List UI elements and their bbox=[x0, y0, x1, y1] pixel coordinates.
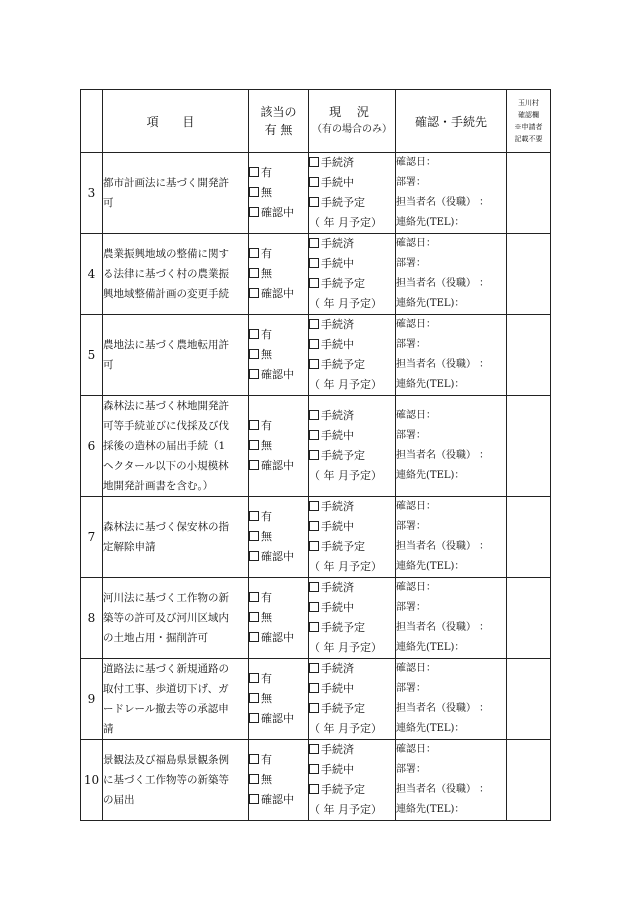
village-check-cell[interactable] bbox=[507, 497, 551, 578]
contact-dept-field[interactable]: 部署： bbox=[396, 602, 426, 613]
contact-fields bbox=[396, 234, 507, 315]
header-exist-line1: 該当の bbox=[260, 105, 297, 119]
status-options bbox=[309, 396, 396, 497]
contact-date-field[interactable]: 確認日： bbox=[396, 157, 436, 168]
status-options bbox=[309, 740, 396, 821]
exist-no-label: 無 bbox=[261, 611, 272, 624]
checkbox-icon[interactable] bbox=[249, 167, 259, 177]
contact-dept-field[interactable]: 部署： bbox=[396, 764, 426, 775]
exist-no-label: 無 bbox=[261, 348, 272, 361]
checkbox-icon[interactable] bbox=[249, 207, 259, 217]
checkbox-icon[interactable] bbox=[309, 622, 319, 632]
status-in-progress-option[interactable] bbox=[309, 679, 395, 699]
exist-yes-label: 有 bbox=[261, 591, 272, 604]
table-row bbox=[81, 659, 551, 740]
status-in-progress-label: 手続中 bbox=[321, 429, 354, 442]
status-in-progress-option[interactable] bbox=[309, 173, 395, 193]
checkbox-icon[interactable] bbox=[249, 632, 259, 642]
exist-yes-option[interactable] bbox=[249, 669, 308, 689]
status-date-field[interactable]: （ 年 月予定） bbox=[309, 722, 382, 735]
checkbox-icon[interactable] bbox=[249, 187, 259, 197]
exist-checking-option[interactable] bbox=[249, 709, 308, 729]
contact-person-field[interactable]: 担当者名（役職） ： bbox=[396, 359, 490, 370]
exist-yes-option[interactable] bbox=[249, 163, 308, 183]
exist-yes-label: 有 bbox=[261, 753, 272, 766]
checkbox-icon[interactable] bbox=[249, 612, 259, 622]
exist-checking-label: 確認中 bbox=[261, 712, 294, 725]
status-options bbox=[309, 153, 396, 234]
status-in-progress-option[interactable] bbox=[309, 426, 395, 446]
contact-fields bbox=[396, 497, 507, 578]
status-options bbox=[309, 497, 396, 578]
status-done-option[interactable] bbox=[309, 234, 395, 254]
contact-date-field[interactable]: 確認日： bbox=[396, 319, 436, 330]
exist-no-option[interactable] bbox=[249, 608, 308, 628]
header-status-line1: 現 況 bbox=[329, 105, 375, 119]
status-planned-option[interactable] bbox=[309, 193, 395, 213]
exist-options bbox=[249, 740, 309, 821]
status-date-field[interactable]: （ 年 月予定） bbox=[309, 641, 382, 654]
contact-tel-field[interactable]: 連絡先(TEL)： bbox=[396, 379, 465, 390]
checkbox-icon[interactable] bbox=[309, 430, 319, 440]
exist-no-label: 無 bbox=[261, 267, 272, 280]
checkbox-icon[interactable] bbox=[309, 410, 319, 420]
header-village-line4: 記載不要 bbox=[514, 135, 543, 143]
contact-tel-field[interactable]: 連絡先(TEL)： bbox=[396, 723, 465, 734]
row-item-line: 道路法に基づく新規通路の bbox=[103, 663, 229, 675]
exist-no-option[interactable] bbox=[249, 689, 308, 709]
checkbox-icon[interactable] bbox=[249, 329, 259, 339]
status-planned-label: 手続予定 bbox=[321, 783, 365, 796]
exist-yes-label: 有 bbox=[261, 328, 272, 341]
status-done-label: 手続済 bbox=[321, 318, 354, 331]
exist-checking-option[interactable] bbox=[249, 284, 308, 304]
status-done-label: 手続済 bbox=[321, 156, 354, 169]
checkbox-icon[interactable] bbox=[309, 501, 319, 511]
contact-tel-field[interactable]: 連絡先(TEL)： bbox=[396, 298, 465, 309]
status-date-field[interactable]: （ 年 月予定） bbox=[309, 560, 382, 573]
status-planned-label: 手続予定 bbox=[321, 358, 365, 371]
table-row bbox=[81, 578, 551, 659]
status-planned-label: 手続予定 bbox=[321, 277, 365, 290]
contact-date-field[interactable]: 確認日： bbox=[396, 501, 436, 512]
exist-checking-option[interactable] bbox=[249, 790, 308, 810]
contact-dept-field[interactable]: 部署： bbox=[396, 177, 426, 188]
row-item-line: 可 bbox=[103, 197, 114, 209]
village-check-cell[interactable] bbox=[507, 153, 551, 234]
checkbox-icon[interactable] bbox=[309, 663, 319, 673]
contact-tel-field[interactable]: 連絡先(TEL)： bbox=[396, 217, 465, 228]
header-no-cell bbox=[81, 90, 103, 153]
exist-options bbox=[249, 578, 309, 659]
contact-fields bbox=[396, 659, 507, 740]
status-done-label: 手続済 bbox=[321, 581, 354, 594]
checkbox-icon[interactable] bbox=[249, 288, 259, 298]
row-item-text bbox=[103, 396, 249, 497]
status-in-progress-label: 手続中 bbox=[321, 763, 354, 776]
checkbox-icon[interactable] bbox=[309, 359, 319, 369]
status-done-option[interactable] bbox=[309, 659, 395, 679]
exist-no-option[interactable] bbox=[249, 345, 308, 365]
row-item-line: 景観法及び福島県景観条例 bbox=[103, 754, 229, 766]
checkbox-icon[interactable] bbox=[249, 349, 259, 359]
row-item-text bbox=[103, 315, 249, 396]
row-item-line: 可等手続並びに伐採及び伐 bbox=[103, 420, 229, 432]
row-item-line: ヘクタール以下の小規模林 bbox=[103, 460, 229, 472]
exist-no-option[interactable] bbox=[249, 527, 308, 547]
exist-yes-option[interactable] bbox=[249, 750, 308, 770]
header-village-line2: 確認欄 bbox=[518, 111, 539, 119]
status-planned-option[interactable] bbox=[309, 537, 395, 557]
village-check-cell[interactable] bbox=[507, 396, 551, 497]
status-in-progress-option[interactable] bbox=[309, 760, 395, 780]
checkbox-icon[interactable] bbox=[249, 511, 259, 521]
contact-person-field[interactable]: 担当者名（役職） ： bbox=[396, 197, 490, 208]
row-number: 10 bbox=[81, 740, 103, 821]
status-done-option[interactable] bbox=[309, 406, 395, 426]
checkbox-icon[interactable] bbox=[309, 177, 319, 187]
contact-dept-field[interactable]: 部署： bbox=[396, 683, 426, 694]
exist-yes-option[interactable] bbox=[249, 325, 308, 345]
checkbox-icon[interactable] bbox=[249, 369, 259, 379]
status-planned-option[interactable] bbox=[309, 618, 395, 638]
village-check-cell[interactable] bbox=[507, 578, 551, 659]
checkbox-icon[interactable] bbox=[309, 602, 319, 612]
exist-yes-option[interactable] bbox=[249, 244, 308, 264]
checkbox-icon[interactable] bbox=[309, 784, 319, 794]
contact-fields bbox=[396, 315, 507, 396]
exist-options bbox=[249, 234, 309, 315]
status-planned-option[interactable] bbox=[309, 274, 395, 294]
row-item-line: 興地域整備計画の変更手続 bbox=[103, 288, 229, 300]
status-planned-option[interactable] bbox=[309, 699, 395, 719]
exist-no-label: 無 bbox=[261, 186, 272, 199]
header-village-line3: ※申請者 bbox=[514, 123, 543, 131]
checkbox-icon[interactable] bbox=[309, 339, 319, 349]
checkbox-icon[interactable] bbox=[249, 794, 259, 804]
contact-person-field[interactable]: 担当者名（役職） ： bbox=[396, 784, 490, 795]
contact-fields bbox=[396, 396, 507, 497]
status-planned-option[interactable] bbox=[309, 355, 395, 375]
row-item-line: 農地法に基づく農地転用許 bbox=[103, 339, 229, 351]
status-in-progress-label: 手続中 bbox=[321, 257, 354, 270]
checkbox-icon[interactable] bbox=[309, 258, 319, 268]
exist-checking-label: 確認中 bbox=[261, 287, 294, 300]
row-item-line: 定解除申請 bbox=[103, 541, 156, 553]
header-village-line1: 玉川村 bbox=[518, 99, 539, 107]
checkbox-icon[interactable] bbox=[249, 531, 259, 541]
status-done-option[interactable] bbox=[309, 315, 395, 335]
exist-checking-label: 確認中 bbox=[261, 459, 294, 472]
exist-no-option[interactable] bbox=[249, 436, 308, 456]
status-in-progress-option[interactable] bbox=[309, 598, 395, 618]
row-item-text bbox=[103, 234, 249, 315]
header-status-line2: （有の場合のみ） bbox=[312, 124, 392, 135]
table-row bbox=[81, 740, 551, 821]
checkbox-icon[interactable] bbox=[249, 754, 259, 764]
exist-options bbox=[249, 659, 309, 740]
row-item-text bbox=[103, 497, 249, 578]
status-date-field[interactable]: （ 年 月予定） bbox=[309, 297, 382, 310]
row-number: 3 bbox=[81, 153, 103, 234]
status-in-progress-label: 手続中 bbox=[321, 601, 354, 614]
contact-date-field[interactable]: 確認日： bbox=[396, 744, 436, 755]
row-item-line: 森林法に基づく林地開発許 bbox=[103, 400, 229, 412]
exist-no-label: 無 bbox=[261, 530, 272, 543]
row-item-text bbox=[103, 153, 249, 234]
checkbox-icon[interactable] bbox=[309, 764, 319, 774]
contact-date-field[interactable]: 確認日： bbox=[396, 582, 436, 593]
table-row bbox=[81, 396, 551, 497]
header-contact: 確認・手続先 bbox=[396, 90, 507, 153]
checkbox-icon[interactable] bbox=[309, 450, 319, 460]
checkbox-icon[interactable] bbox=[249, 268, 259, 278]
contact-date-field[interactable]: 確認日： bbox=[396, 238, 436, 249]
row-item-line: る法律に基づく村の農業振 bbox=[103, 268, 229, 280]
row-item-line: 地開発計画書を含む。） bbox=[103, 480, 214, 492]
table-row bbox=[81, 153, 551, 234]
exist-no-label: 無 bbox=[261, 692, 272, 705]
checkbox-icon[interactable] bbox=[249, 592, 259, 602]
status-planned-label: 手続予定 bbox=[321, 449, 365, 462]
checkbox-icon[interactable] bbox=[249, 693, 259, 703]
status-done-label: 手続済 bbox=[321, 743, 354, 756]
exist-checking-label: 確認中 bbox=[261, 631, 294, 644]
contact-person-field[interactable]: 担当者名（役職） ： bbox=[396, 450, 490, 461]
contact-dept-field[interactable]: 部署： bbox=[396, 521, 426, 532]
status-done-option[interactable] bbox=[309, 740, 395, 760]
table-body bbox=[81, 153, 551, 821]
row-item-line: 請 bbox=[103, 723, 114, 735]
row-item-line: 取付工事、歩道切下げ、ガ bbox=[103, 683, 229, 695]
status-done-label: 手続済 bbox=[321, 409, 354, 422]
exist-checking-option[interactable] bbox=[249, 628, 308, 648]
status-in-progress-label: 手続中 bbox=[321, 338, 354, 351]
exist-options bbox=[249, 396, 309, 497]
exist-no-option[interactable] bbox=[249, 183, 308, 203]
row-item-line: 農業振興地域の整備に関す bbox=[103, 248, 229, 260]
exist-checking-option[interactable] bbox=[249, 203, 308, 223]
exist-yes-option[interactable] bbox=[249, 416, 308, 436]
contact-tel-field[interactable]: 連絡先(TEL)： bbox=[396, 642, 465, 653]
header-exist bbox=[249, 90, 309, 153]
contact-person-field[interactable]: 担当者名（役職） ： bbox=[396, 278, 490, 289]
row-number: 8 bbox=[81, 578, 103, 659]
checkbox-icon[interactable] bbox=[309, 683, 319, 693]
village-check-cell[interactable] bbox=[507, 234, 551, 315]
status-done-option[interactable] bbox=[309, 578, 395, 598]
exist-checking-label: 確認中 bbox=[261, 206, 294, 219]
exist-options bbox=[249, 497, 309, 578]
checkbox-icon[interactable] bbox=[309, 197, 319, 207]
status-in-progress-label: 手続中 bbox=[321, 176, 354, 189]
row-number: 9 bbox=[81, 659, 103, 740]
status-done-label: 手続済 bbox=[321, 500, 354, 513]
row-number: 6 bbox=[81, 396, 103, 497]
checkbox-icon[interactable] bbox=[309, 582, 319, 592]
row-item-line: 河川法に基づく工作物の新 bbox=[103, 592, 229, 604]
checkbox-icon[interactable] bbox=[249, 420, 259, 430]
exist-yes-label: 有 bbox=[261, 419, 272, 432]
contact-tel-field[interactable]: 連絡先(TEL)： bbox=[396, 470, 465, 481]
row-item-line: 都市計画法に基づく開発許 bbox=[103, 177, 229, 189]
table-row bbox=[81, 315, 551, 396]
status-in-progress-option[interactable] bbox=[309, 517, 395, 537]
status-options bbox=[309, 578, 396, 659]
exist-yes-label: 有 bbox=[261, 247, 272, 260]
header-status bbox=[309, 90, 396, 153]
row-number: 7 bbox=[81, 497, 103, 578]
contact-person-field[interactable]: 担当者名（役職） ： bbox=[396, 622, 490, 633]
status-in-progress-label: 手続中 bbox=[321, 682, 354, 695]
exist-no-label: 無 bbox=[261, 773, 272, 786]
status-done-label: 手続済 bbox=[321, 662, 354, 675]
checkbox-icon[interactable] bbox=[309, 238, 319, 248]
status-planned-label: 手続予定 bbox=[321, 621, 365, 634]
checkbox-icon[interactable] bbox=[249, 774, 259, 784]
status-planned-option[interactable] bbox=[309, 780, 395, 800]
status-planned-label: 手続予定 bbox=[321, 702, 365, 715]
table-row bbox=[81, 497, 551, 578]
checkbox-icon[interactable] bbox=[309, 278, 319, 288]
exist-checking-label: 確認中 bbox=[261, 550, 294, 563]
exist-yes-label: 有 bbox=[261, 510, 272, 523]
row-item-line: 森林法に基づく保安林の指 bbox=[103, 521, 229, 533]
exist-yes-label: 有 bbox=[261, 672, 272, 685]
status-options bbox=[309, 659, 396, 740]
status-date-field[interactable]: （ 年 月予定） bbox=[309, 803, 382, 816]
status-date-field[interactable]: （ 年 月予定） bbox=[309, 469, 382, 482]
contact-dept-field[interactable]: 部署： bbox=[396, 430, 426, 441]
row-item-line: 採後の造林の届出手続（1 bbox=[103, 440, 226, 452]
contact-dept-field[interactable]: 部署： bbox=[396, 339, 426, 350]
contact-date-field[interactable]: 確認日： bbox=[396, 663, 436, 674]
contact-fields bbox=[396, 740, 507, 821]
checkbox-icon[interactable] bbox=[309, 157, 319, 167]
exist-yes-label: 有 bbox=[261, 166, 272, 179]
exist-checking-option[interactable] bbox=[249, 547, 308, 567]
status-done-option[interactable] bbox=[309, 497, 395, 517]
checkbox-icon[interactable] bbox=[309, 319, 319, 329]
checkbox-icon[interactable] bbox=[249, 673, 259, 683]
checkbox-icon[interactable] bbox=[309, 744, 319, 754]
status-options bbox=[309, 234, 396, 315]
checkbox-icon[interactable] bbox=[249, 713, 259, 723]
contact-date-field[interactable]: 確認日： bbox=[396, 410, 436, 421]
checkbox-icon[interactable] bbox=[249, 551, 259, 561]
status-in-progress-option[interactable] bbox=[309, 335, 395, 355]
checkbox-icon[interactable] bbox=[249, 440, 259, 450]
row-item-line: に基づく工作物等の新築等 bbox=[103, 774, 229, 786]
checkbox-icon[interactable] bbox=[249, 460, 259, 470]
status-done-label: 手続済 bbox=[321, 237, 354, 250]
row-number: 4 bbox=[81, 234, 103, 315]
row-item-line: の土地占用・掘削許可 bbox=[103, 632, 208, 644]
row-item-line: 築等の許可及び河川区域内 bbox=[103, 612, 229, 624]
exist-yes-option[interactable] bbox=[249, 588, 308, 608]
checkbox-icon[interactable] bbox=[309, 541, 319, 551]
exist-checking-option[interactable] bbox=[249, 456, 308, 476]
contact-tel-field[interactable]: 連絡先(TEL)： bbox=[396, 561, 465, 572]
header-village-check bbox=[507, 90, 551, 153]
exist-no-option[interactable] bbox=[249, 264, 308, 284]
exist-checking-label: 確認中 bbox=[261, 793, 294, 806]
status-in-progress-label: 手続中 bbox=[321, 520, 354, 533]
contact-fields bbox=[396, 153, 507, 234]
contact-person-field[interactable]: 担当者名（役職） ： bbox=[396, 703, 490, 714]
status-date-field[interactable]: （ 年 月予定） bbox=[309, 378, 382, 391]
status-planned-option[interactable] bbox=[309, 446, 395, 466]
exist-no-option[interactable] bbox=[249, 770, 308, 790]
checkbox-icon[interactable] bbox=[309, 521, 319, 531]
contact-dept-field[interactable]: 部署： bbox=[396, 258, 426, 269]
row-item-line: 可 bbox=[103, 359, 114, 371]
status-options bbox=[309, 315, 396, 396]
checkbox-icon[interactable] bbox=[309, 703, 319, 713]
status-date-field[interactable]: （ 年 月予定） bbox=[309, 216, 382, 229]
status-planned-label: 手続予定 bbox=[321, 540, 365, 553]
row-item-line: ードレール撤去等の承認申 bbox=[103, 703, 229, 715]
row-item-text bbox=[103, 659, 249, 740]
contact-person-field[interactable]: 担当者名（役職） ： bbox=[396, 541, 490, 552]
exist-checking-option[interactable] bbox=[249, 365, 308, 385]
table-row bbox=[81, 234, 551, 315]
contact-fields bbox=[396, 578, 507, 659]
header-row bbox=[81, 90, 551, 153]
status-planned-label: 手続予定 bbox=[321, 196, 365, 209]
village-check-cell[interactable] bbox=[507, 740, 551, 821]
status-in-progress-option[interactable] bbox=[309, 254, 395, 274]
exist-yes-option[interactable] bbox=[249, 507, 308, 527]
status-done-option[interactable] bbox=[309, 153, 395, 173]
checkbox-icon[interactable] bbox=[249, 248, 259, 258]
row-item-text bbox=[103, 740, 249, 821]
village-check-cell[interactable] bbox=[507, 659, 551, 740]
contact-tel-field[interactable]: 連絡先(TEL)： bbox=[396, 804, 465, 815]
village-check-cell[interactable] bbox=[507, 315, 551, 396]
exist-options bbox=[249, 153, 309, 234]
header-item: 項 目 bbox=[103, 90, 249, 153]
exist-checking-label: 確認中 bbox=[261, 368, 294, 381]
row-item-line: の届出 bbox=[103, 794, 135, 806]
exist-no-label: 無 bbox=[261, 439, 272, 452]
exist-options bbox=[249, 315, 309, 396]
procedure-checklist-table bbox=[80, 89, 551, 821]
header-exist-line2: 有 無 bbox=[264, 123, 293, 137]
row-item-text bbox=[103, 578, 249, 659]
row-number: 5 bbox=[81, 315, 103, 396]
